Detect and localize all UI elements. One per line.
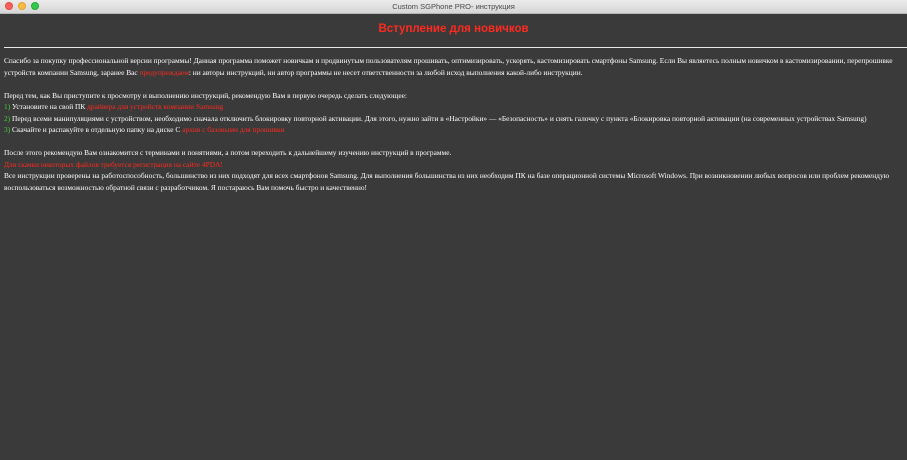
step-text: Установите на свой ПК — [10, 102, 88, 111]
closing-paragraph: Все инструкции проверены на работоспособность, большинство из них подходят для всех смартфонов Samsung. Для выполнения большинства из них необходим ПК на базе операционной системы Microsoft Windows. При возникновении любых вопросов или проблем рекомендую воспользоваться возможностью обратной связи с разработчиком. Я постараюсь Вам помочь быстро и качественно! — [4, 171, 890, 192]
intro-paragraph — [4, 55, 903, 78]
step-1 — [4, 101, 903, 113]
title-bar[interactable] — [0, 0, 907, 14]
spacer — [4, 78, 903, 90]
intro-text-1: Спасибо за покупку профессиональной версии программы! Данная программа поможет новичкам и продвинутым пользователям прошивать, оптимизировать, ускорять, кастомизировать смартфоны Samsung. Если Вы являетесь полным новичком в кастомизировании, перепрошивке устройств компании Samsung, заранее Вас — [4, 56, 893, 77]
step-number: 1) — [4, 102, 11, 111]
step-text: Скачайте и распакуйте в отдельную папку на диске С — [10, 125, 183, 134]
spacer — [4, 136, 903, 148]
step-text: Перед всеми манипуляциями с устройством, необходимо сначала отключить блокировку повторной активации. Для этого, нужно зайти в «Настройки» — «Безопасность» и снять галочку с пункта «Блокировка повторной активации (на современных устройствах Samsung) — [10, 113, 867, 123]
divider — [4, 47, 907, 48]
intro-text-2: : ни авторы инструкций, ни автор программы не несет ответственности за любой исход выполнения какой-либо инструкции. — [188, 67, 583, 77]
warning-link[interactable]: предупреждаем — [139, 67, 189, 77]
window-title: Custom SGPhone PRO- инструкция — [392, 2, 515, 11]
step-number: 2) — [4, 113, 11, 123]
page-title: Вступление для новичков — [378, 23, 529, 35]
before-paragraph: Перед тем, как Вы приступите к просмотру и выполнению инструкций, рекомендую Вам в первую очередь сделать следующее: — [4, 90, 407, 100]
step-3 — [4, 124, 903, 136]
registration-note: Для скачки некоторых файлов требуется регистрация на сайте 4PDA! — [4, 159, 223, 169]
after-steps-paragraph: После этого рекомендую Вам ознакомится с терминами и понятиями, а потом переходить к дальнейшему изучению инструкций в программе. — [4, 148, 452, 157]
archive-link[interactable]: архив с базовыми для прошивки — [182, 125, 285, 134]
drivers-link[interactable]: драйвера для устройств компании Samsung — [87, 102, 224, 111]
step-2 — [4, 113, 903, 125]
step-number: 3) — [4, 125, 11, 134]
instruction-content — [0, 14, 907, 193]
